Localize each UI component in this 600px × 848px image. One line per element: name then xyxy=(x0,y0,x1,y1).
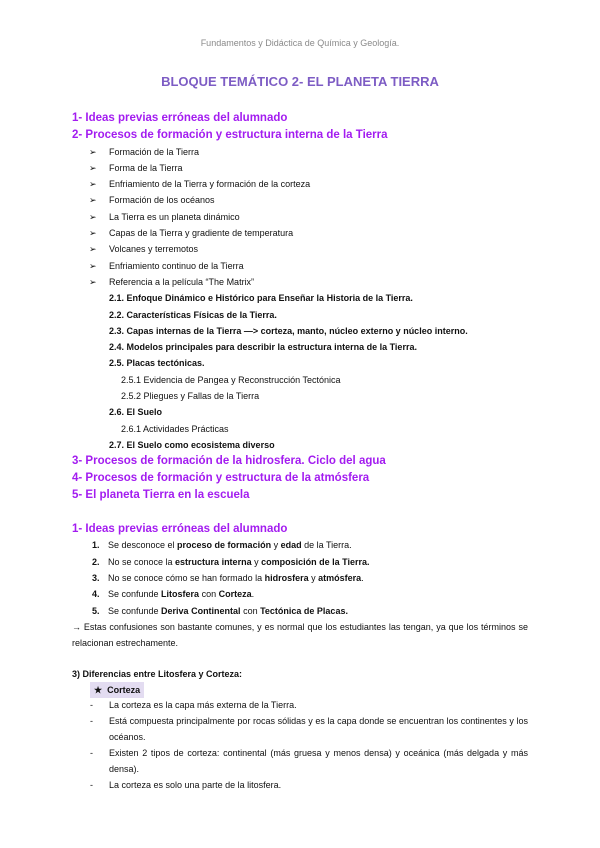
subsection-2-2: 2.2. Características Físicas de la Tierra. xyxy=(109,309,277,320)
subsection-2-5-2: 2.5.2 Pliegues y Fallas de la Tierra xyxy=(121,391,260,402)
corteza-dash-list xyxy=(72,698,528,793)
index-heading-1: 1- Ideas previas erróneas del alumnado xyxy=(72,112,288,124)
topic-bullet: ➢ La Tierra es un planeta dinámico xyxy=(72,209,528,225)
index-heading-4: 4- Procesos de formación y estructura de la atmósfera xyxy=(72,472,370,485)
page-header: Fundamentos y Didáctica de Química y Geología. xyxy=(200,38,400,48)
arrow-bullet-icon: ➢ xyxy=(89,195,97,206)
arrow-bullet-icon: ➢ xyxy=(89,179,97,190)
arrow-bullet-icon: ➢ xyxy=(89,146,97,157)
arrow-bullet-icon: ➢ xyxy=(89,228,97,239)
arrow-bullet-icon: ➢ xyxy=(89,244,97,255)
topic-bullet: ➢ Volcanes y terremotos xyxy=(72,241,528,257)
topic-bullet: ➢ Formación de los océanos xyxy=(72,192,528,208)
topic-bullet: ➢ Referencia a la película “The Matrix” xyxy=(72,274,528,290)
subsection-2-1: 2.1. Enfoque Dinámico e Histórico para Enseñar la Historia de la Tierra. xyxy=(109,293,413,304)
subsection-2-3: 2.3. Capas internas de la Tierra —> corteza, manto, núcleo externo y núcleo interno. xyxy=(109,325,468,336)
list-item: 2. No se conoce la estructura interna y composición de la Tierra. xyxy=(92,556,370,567)
subsection-2-7: 2.7. El Suelo como ecosistema diverso xyxy=(109,439,275,450)
dash-item: - Está compuesta principalmente por rocas sólidas y es la capa donde se encuentran los continentes y los océanos. xyxy=(90,716,528,742)
list-item: 5. Se confunde Deriva Continental con Tectónica de Placas. xyxy=(92,605,348,616)
note-paragraph: → Estas confusiones son bastante comunes, y es normal que los estudiantes las tengan, ya que los términos se relacionan estrechamente. xyxy=(72,621,528,649)
topic-bullet-list xyxy=(72,144,528,291)
star-icon: ★ xyxy=(94,684,103,695)
arrow-bullet-icon: ➢ xyxy=(89,211,97,222)
subsection-2-6-1: 2.6.1 Actividades Prácticas xyxy=(121,423,229,434)
subsection-2-5: 2.5. Placas tectónicas. xyxy=(109,358,205,369)
misconception-list xyxy=(72,537,528,618)
list-item: 4. Se confunde Litosfera con Corteza. xyxy=(92,589,255,600)
list-item: 1. Se desconoce el proceso de formación y edad de la Tierra. xyxy=(92,540,352,551)
index-heading-5: 5- El planeta Tierra en la escuela xyxy=(72,488,250,501)
index-heading-3: 3- Procesos de formación de la hidrosfera. Ciclo del agua xyxy=(72,455,386,468)
topic-bullet: ➢ Forma de la Tierra xyxy=(72,160,528,176)
dash-item: - La corteza es la capa más externa de la Tierra. xyxy=(90,700,297,711)
arrow-bullet-icon: ➢ xyxy=(89,276,97,287)
document-body xyxy=(72,110,528,794)
arrow-bullet-icon: ➢ xyxy=(89,260,97,271)
subsection-2-6: 2.6. El Suelo xyxy=(109,407,163,418)
star-heading-corteza: ★ Corteza xyxy=(90,682,144,698)
list-item: 3. No se conoce cómo se han formado la hidrosfera y atmósfera. xyxy=(92,573,364,584)
section-3-heading: 3) Diferencias entre Litosfera y Corteza: xyxy=(72,668,243,679)
dash-item: - La corteza es solo una parte de la litosfera. xyxy=(90,779,282,790)
index-heading-2: 2- Procesos de formación y estructura interna de la Tierra xyxy=(72,128,388,141)
section-1-heading: 1- Ideas previas erróneas del alumnado xyxy=(72,522,288,535)
subsection-2-5-1: 2.5.1 Evidencia de Pangea y Reconstrucción Tectónica xyxy=(121,374,341,385)
page-title: BLOQUE TEMÁTICO 2- EL PLANETA TIERRA xyxy=(161,74,439,89)
topic-bullet: ➢ Enfriamiento de la Tierra y formación de la corteza xyxy=(72,176,528,192)
arrow-bullet-icon: ➢ xyxy=(89,162,97,173)
dash-item: - Existen 2 tipos de corteza: continental (más gruesa y menos densa) y oceánica (más delgada y más densa). xyxy=(90,748,528,774)
topic-bullet: ➢ Formación de la Tierra xyxy=(72,144,528,160)
topic-bullet: ➢ Enfriamiento continuo de la Tierra xyxy=(72,258,528,274)
subsection-2-4: 2.4. Modelos principales para describir la estructura interna de la Tierra. xyxy=(109,342,417,353)
topic-bullet: ➢ Capas de la Tierra y gradiente de temperatura xyxy=(72,225,528,241)
